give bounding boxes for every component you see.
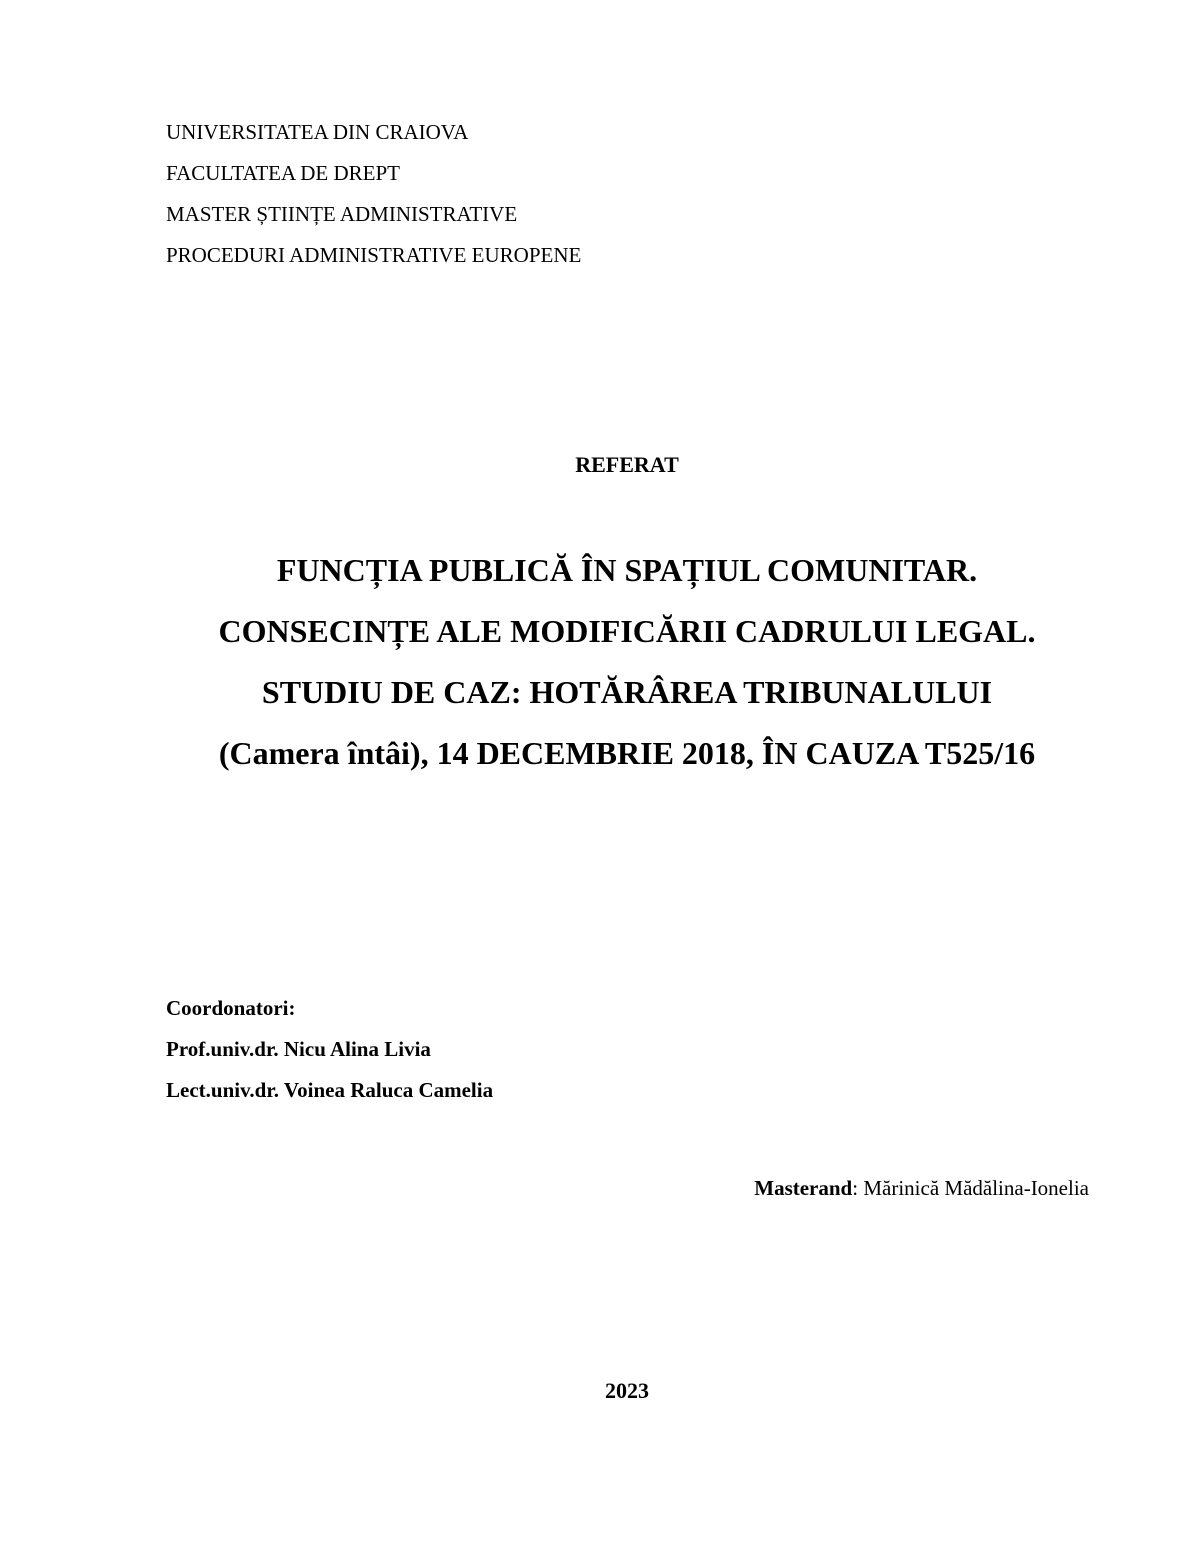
document-year: 2023 (605, 1378, 649, 1403)
student-name: Mărinică Mădălina-Ionelia (863, 1176, 1089, 1200)
document-type-heading: REFERAT (575, 452, 679, 477)
coordinator-name: Prof.univ.dr. Nicu Alina Livia (166, 1037, 431, 1061)
student-separator: : (852, 1176, 864, 1200)
institution-header (166, 112, 581, 276)
coordinators-block (166, 988, 493, 1111)
title-line: STUDIU DE CAZ: HOTĂRÂREA TRIBUNALULUI (261, 674, 993, 710)
title-line: (Camera întâi), 14 DECEMBRIE 2018, ÎN CAUZA T525/16 (218, 735, 1036, 771)
title-line: CONSECINȚE ALE MODIFICĂRII CADRULUI LEGAL. (218, 613, 1036, 649)
coordinators-label: Coordonatori: (166, 996, 296, 1020)
coordinator-name: Lect.univ.dr. Voinea Raluca Camelia (166, 1078, 494, 1102)
faculty-name: FACULTATEA DE DREPT (166, 161, 401, 185)
university-name: UNIVERSITATEA DIN CRAIOVA (166, 120, 469, 144)
student-label: Masterand (754, 1176, 853, 1200)
title-line: FUNCȚIA PUBLICĂ ÎN SPAȚIUL COMUNITAR. (276, 552, 978, 588)
student-info (754, 1176, 1089, 1201)
master-program: MASTER ȘTIINȚE ADMINISTRATIVE (166, 202, 518, 226)
document-title (0, 540, 1200, 784)
course-name: PROCEDURI ADMINISTRATIVE EUROPENE (166, 243, 582, 267)
